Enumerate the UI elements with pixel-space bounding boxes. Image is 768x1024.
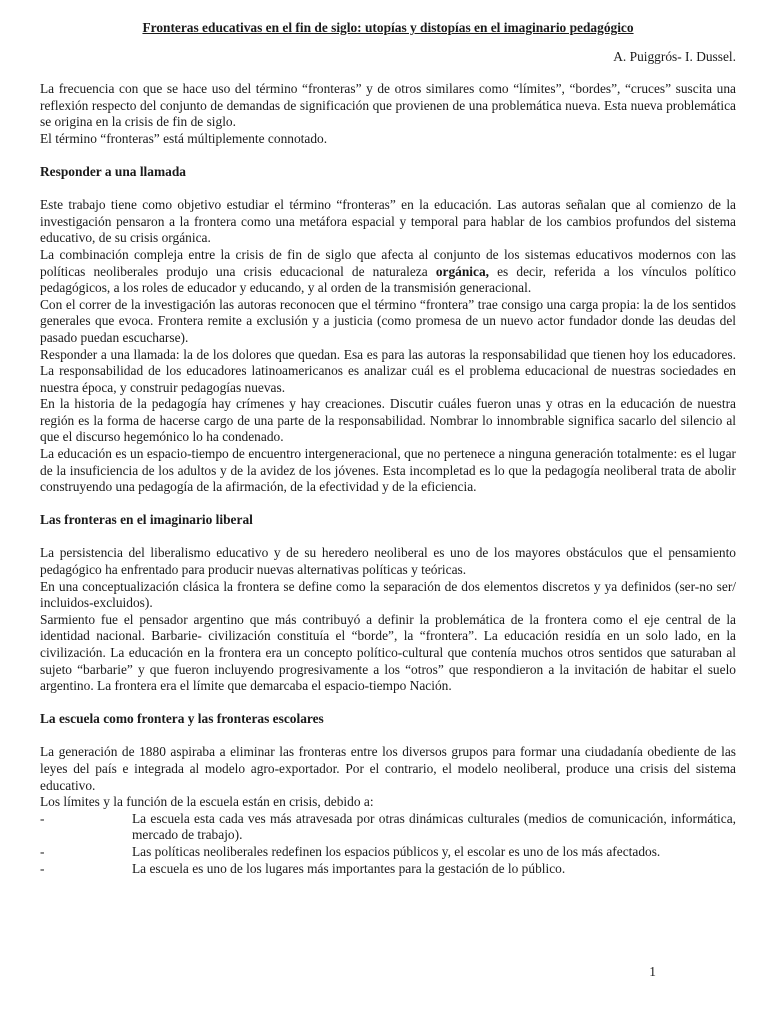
list-item	[40, 861, 736, 878]
document-authors: A. Puiggrós- I. Dussel.	[613, 48, 736, 64]
paragraph: La combinación compleja entre la crisis de fin de siglo que afecta al conjunto de los sistemas educativos modernos con las políticas neoliberales produjo una crisis educacional de naturaleza orgánica, es decir, referida a los vínculos político pedagógicos, a los roles de educador y educando, y al orden de la transmisión generacional.	[40, 246, 736, 296]
paragraph: La generación de 1880 aspiraba a eliminar las fronteras entre los diversos grupos para formar una ciudadanía obediente de las leyes del país e integrada al modelo agro-exportador. Por el contrario, el modelo neoliberal, produce una crisis del sistema educativo.	[40, 744, 736, 793]
document-title: Fronteras educativas en el fin de siglo: utopías y distopías en el imaginario pedagógico	[142, 20, 634, 35]
list-text: La escuela esta cada ves más atravesada por otras dinámicas culturales (medios de comunicación, informática, mercado de trabajo).	[132, 810, 736, 843]
paragraph: En la historia de la pedagogía hay crímenes y hay creaciones. Discutir cuáles fueron unas y otras en la educación de nuestra región es la forma de hacerse cargo de una parte de la responsabilidad. Nombrar lo innombrable significa sacarlo del silencio al que el discurso hegemónico lo ha condenado.	[40, 396, 736, 445]
paragraph: El término “fronteras” está múltiplemente connotado.	[40, 130, 328, 146]
list-bullet: -	[40, 810, 45, 826]
list-text: Las políticas neoliberales redefinen los espacios públicos y, el escolar es uno de los más afectados.	[132, 843, 661, 859]
list-bullet: -	[40, 843, 45, 859]
paragraph: La frecuencia con que se hace uso del término “fronteras” y de otros similares como “límites”, “bordes”, “cruces” suscita una reflexión respecto del conjunto de demandas de significación que provienen de una problemática nueva. Esta nueva problemática se origina en la crisis de fin de siglo.	[40, 81, 736, 130]
page-number: 1	[649, 964, 656, 979]
list-item	[40, 844, 736, 861]
section-heading: La escuela como frontera y las fronteras escolares	[40, 710, 324, 726]
section-heading: Responder a una llamada	[40, 163, 186, 179]
list-item	[40, 811, 736, 844]
paragraph: Con el correr de la investigación las autoras reconocen que el término “frontera” trae consigo una carga propia: la de los sentidos generales que evoca. Frontera remite a exclusión y a justicia (como promesa de un nuevo actor fundador donde las deudas del pasado puedan escucharse).	[40, 296, 736, 345]
paragraph: Los límites y la función de la escuela están en crisis, debido a:	[40, 794, 374, 810]
paragraph: Sarmiento fue el pensador argentino que más contribuyó a definir la problemática de la frontera como el eje central de la identidad nacional. Barbarie- civilización constituía el “borde”, la “frontera”. La educación residía en un solo lado, en la civilización. La educación en la frontera era un concepto político-cultural que contenía muchos otros sentidos que saturaban al sujeto “barbarie” y que fueron incluyendo progresivamente a los “otros” que respondieron a la invitación de habitar el suelo argentino. La frontera era el límite que demarcaba el espacio-tiempo Nación.	[40, 611, 736, 694]
paragraph: Responder a una llamada: la de los dolores que quedan. Esa es para las autoras la responsabilidad que tienen hoy los educadores. La responsabilidad de los educadores latinoamericanos es analizar cuál es el problema educacional de nuestras sociedades en nuestra época, y construir pedagogías nuevas.	[40, 346, 736, 395]
paragraph: Este trabajo tiene como objetivo estudiar el término “fronteras” en la educación. Las autoras señalan que al comienzo de la investigación pensaron a la frontera como una metáfora espacial y temporal para hablar de los cambios profundos del sistema educativo, de su crisis orgánica.	[40, 197, 736, 246]
paragraph: La persistencia del liberalismo educativo y de su heredero neoliberal es uno de los mayores obstáculos que el pensamiento pedagógico ha enfrentado para producir nuevas alternativas políticas y teóricas.	[40, 545, 736, 578]
section-heading: Las fronteras en el imaginario liberal	[40, 511, 253, 527]
list-text: La escuela es uno de los lugares más importantes para la gestación de lo público.	[132, 860, 566, 876]
paragraph: La educación es un espacio-tiempo de encuentro intergeneracional, que no pertenece a ninguna generación totalmente: es el lugar de la insuficiencia de los adultos y de la avidez de los jóvenes. Esta incompletad es lo que la pedagogía neoliberal trata de abolir construyendo una pedagogía de la afirmación, de la efectividad y de la eficiencia.	[40, 446, 736, 495]
paragraph: En una conceptualización clásica la frontera se define como la separación de dos elementos discretos y ya definidos (ser-no ser/ incluidos-excluidos).	[40, 578, 736, 611]
list-bullet: -	[40, 860, 45, 876]
emphasis: orgánica,	[435, 263, 489, 279]
